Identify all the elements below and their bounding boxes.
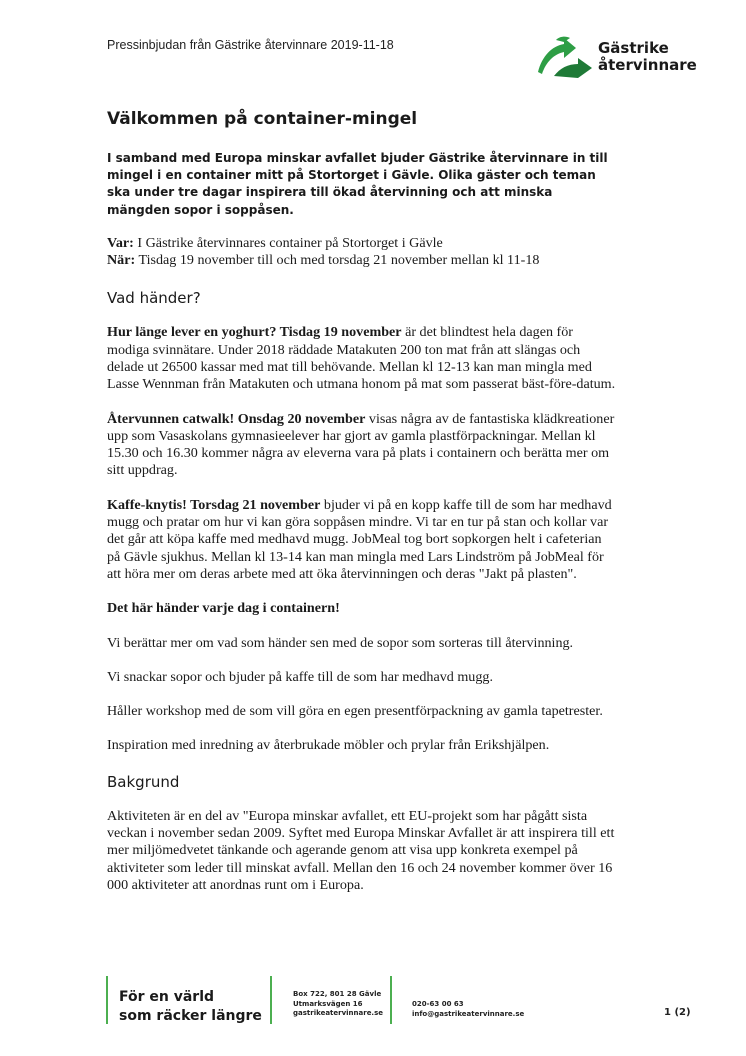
- paragraph-tuesday-lead: Hur länge lever en yoghurt? Tisdag 19 november: [107, 324, 402, 341]
- footer-address: [293, 990, 383, 1019]
- daily-item: Inspiration med inredning av återbrukade möbler och prylar från Erikshjälpen.: [107, 737, 550, 754]
- paragraph-thursday-lead: Kaffe-knytis! Torsdag 21 november: [107, 496, 321, 513]
- page-title: Välkommen på container-mingel: [107, 109, 418, 129]
- logo-line-1: Gästrike: [598, 39, 669, 57]
- daily-item: Vi snackar sopor och bjuder på kaffe till de som har medhavd mugg.: [107, 668, 493, 685]
- background-paragraph: Aktiviteten är en del av "Europa minskar avfallet, ett EU-projekt som har pågått sista veckan i november sedan 2009. Syftet med Europa Minskar Avfallet är att inspirera till ett mer miljömedvetet tänkande och agerande genom att visa upp konkreta exempel på aktiviteter som leder till minskat avfall. Mellan den 16 och 24 november kommer över 16 000 aktiviteter att anordnas runt om i Europa.: [107, 807, 615, 893]
- page-footer: [0, 972, 746, 1032]
- daily-item: Vi berättar mer om vad som händer sen med de sopor som sorteras till återvinning.: [107, 634, 574, 651]
- logo-line-2: återvinnare: [598, 56, 697, 74]
- lead-paragraph: I samband med Europa minskar avfallet bjuder Gästrike återvinnare in till mingel i en container mitt på Stortorget i Gävle. Olika gäster och teman ska under tre dagar inspirera till ökad återvinning och att minska mängden sopor i soppåsen.: [107, 151, 608, 217]
- section-heading-bakgrund: Bakgrund: [107, 772, 180, 791]
- phone-number: 020-63 00 63: [412, 1000, 464, 1008]
- footer-contact: [412, 1000, 524, 1019]
- footer-divider: [106, 976, 108, 1024]
- address-line: Utmarksvägen 16: [293, 999, 363, 1008]
- recycle-arrows-icon: [534, 34, 596, 78]
- section-heading-vad-hander: Vad händer?: [107, 289, 201, 308]
- email-link[interactable]: info@gastrikeatervinnare.se: [412, 1009, 525, 1018]
- address-line: Box 722, 801 28 Gävle: [293, 990, 382, 998]
- where-label: Var:: [107, 234, 134, 251]
- document-body: [107, 108, 617, 911]
- daily-heading: [107, 600, 617, 617]
- when-label: När:: [107, 252, 136, 269]
- paragraph-wednesday-text: visas några av de fantastiska klädkreationer upp som Vasaskolans gymnasieelever har gjort av gamla plastförpackningar. Mellan kl 15.30 och 16.30 kommer några av eleverna vara på plats i containern och berätta mer om sitt uppdrag.: [107, 410, 615, 479]
- footer-divider: [390, 976, 392, 1024]
- daily-heading-text: Det här händer varje dag i containern!: [107, 600, 340, 617]
- slogan-line-1: För en värld: [119, 989, 215, 1005]
- logo-wordmark: [598, 40, 697, 74]
- event-info: [107, 235, 617, 270]
- paragraph-tuesday-text: är det blindtest hela dagen för modiga svinnätare. Under 2018 räddade Matakuten 200 ton mat från att slängas och delade ut 26500 kassar med mat till behövande. Mellan kl 12-13 kan man mingla med Lasse Wennman från Matakuten och utmana honom på mat som passerat bäst-före-datum.: [107, 324, 616, 393]
- where-text: I Gästrike återvinnares container på Stortorget i Gävle: [133, 234, 443, 251]
- page-number: 1 (2): [664, 1007, 691, 1018]
- paragraph-wednesday-lead: Återvunnen catwalk! Onsdag 20 november: [107, 410, 366, 427]
- paragraph-thursday: [107, 497, 617, 583]
- company-logo: [534, 34, 704, 80]
- slogan-line-2: som räcker längre: [119, 1008, 262, 1024]
- paragraph-wednesday: [107, 411, 617, 480]
- paragraph-thursday-text: bjuder vi på en kopp kaffe till de som har medhavd mugg och pratar om hur vi kan göra soppåsen mindre. Vi tar en tur på stan och kollar var det går att köpa kaffe med medhavd mugg. JobMeal tog bort sopkorgen helt i cafeterian på Gävle sjukhus. Mellan kl 13-14 kan man mingla med Lars Lindström på JobMeal för att höra mer om deras arbete med att öka återvinningen och deras "Jakt på plasten".: [107, 496, 612, 582]
- press-release-header: Pressinbjudan från Gästrike återvinnare 2019-11-18: [107, 38, 394, 52]
- paragraph-tuesday: [107, 324, 617, 393]
- website-link[interactable]: gastrikeatervinnare.se: [293, 1009, 384, 1017]
- footer-slogan: [119, 988, 262, 1026]
- footer-divider: [270, 976, 272, 1024]
- when-text: Tisdag 19 november till och med torsdag 21 november mellan kl 11-18: [135, 252, 540, 269]
- daily-item: Håller workshop med de som vill göra en egen presentförpackning av gamla tapetrester.: [107, 703, 603, 720]
